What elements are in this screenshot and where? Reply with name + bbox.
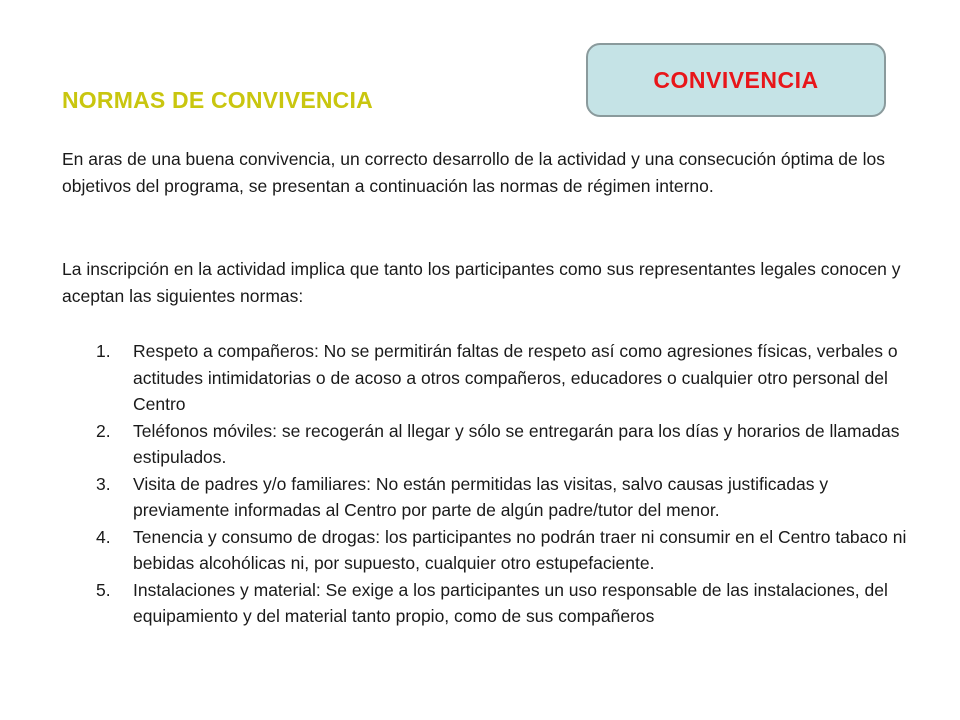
rule-text: Instalaciones y material: Se exige a los participantes un uso responsable de las instalaciones, del equipamiento y del material tanto propio, como de sus compañeros <box>133 579 888 626</box>
convivencia-badge <box>586 43 886 117</box>
list-item <box>96 577 926 630</box>
list-item <box>96 418 926 471</box>
list-item <box>96 471 926 524</box>
page-title: NORMAS DE CONVIVENCIA <box>62 87 373 113</box>
intro-paragraph: En aras de una buena convivencia, un correcto desarrollo de la actividad y una consecución óptima de los objetivos del programa, se presentan a continuación las normas de régimen interno. <box>62 149 886 196</box>
rule-text: Teléfonos móviles: se recogerán al llegar y sólo se entregarán para los días y horarios de llamadas estipulados. <box>133 420 900 467</box>
inscription-paragraph: La inscripción en la actividad implica que tanto los participantes como sus representantes legales conocen y aceptan las siguientes normas: <box>62 259 901 306</box>
rule-number: 4. <box>96 526 111 547</box>
list-item <box>96 338 926 418</box>
rules-list <box>96 338 926 630</box>
rule-number: 3. <box>96 473 111 494</box>
rule-number: 1. <box>96 341 111 361</box>
rule-text: Respeto a compañeros: No se permitirán faltas de respeto así como agresiones físicas, verbales o actitudes intimidatorias o de acoso a otros compañeros, educadores o cualquier otro personal del Centro <box>133 341 898 414</box>
rule-text: Visita de padres y/o familiares: No están permitidas las visitas, salvo causas justificadas y previamente informadas al Centro por parte de algún padre/tutor del menor. <box>133 473 829 520</box>
rule-text: Tenencia y consumo de drogas: los participantes no podrán traer ni consumir en el Centro tabaco ni bebidas alcohólicas ni, por supuesto, cualquier otro estupefaciente. <box>133 526 907 573</box>
list-item <box>96 524 926 577</box>
badge-label: CONVIVENCIA <box>653 66 819 93</box>
rule-number: 5. <box>96 579 111 600</box>
rule-number: 2. <box>96 420 111 441</box>
